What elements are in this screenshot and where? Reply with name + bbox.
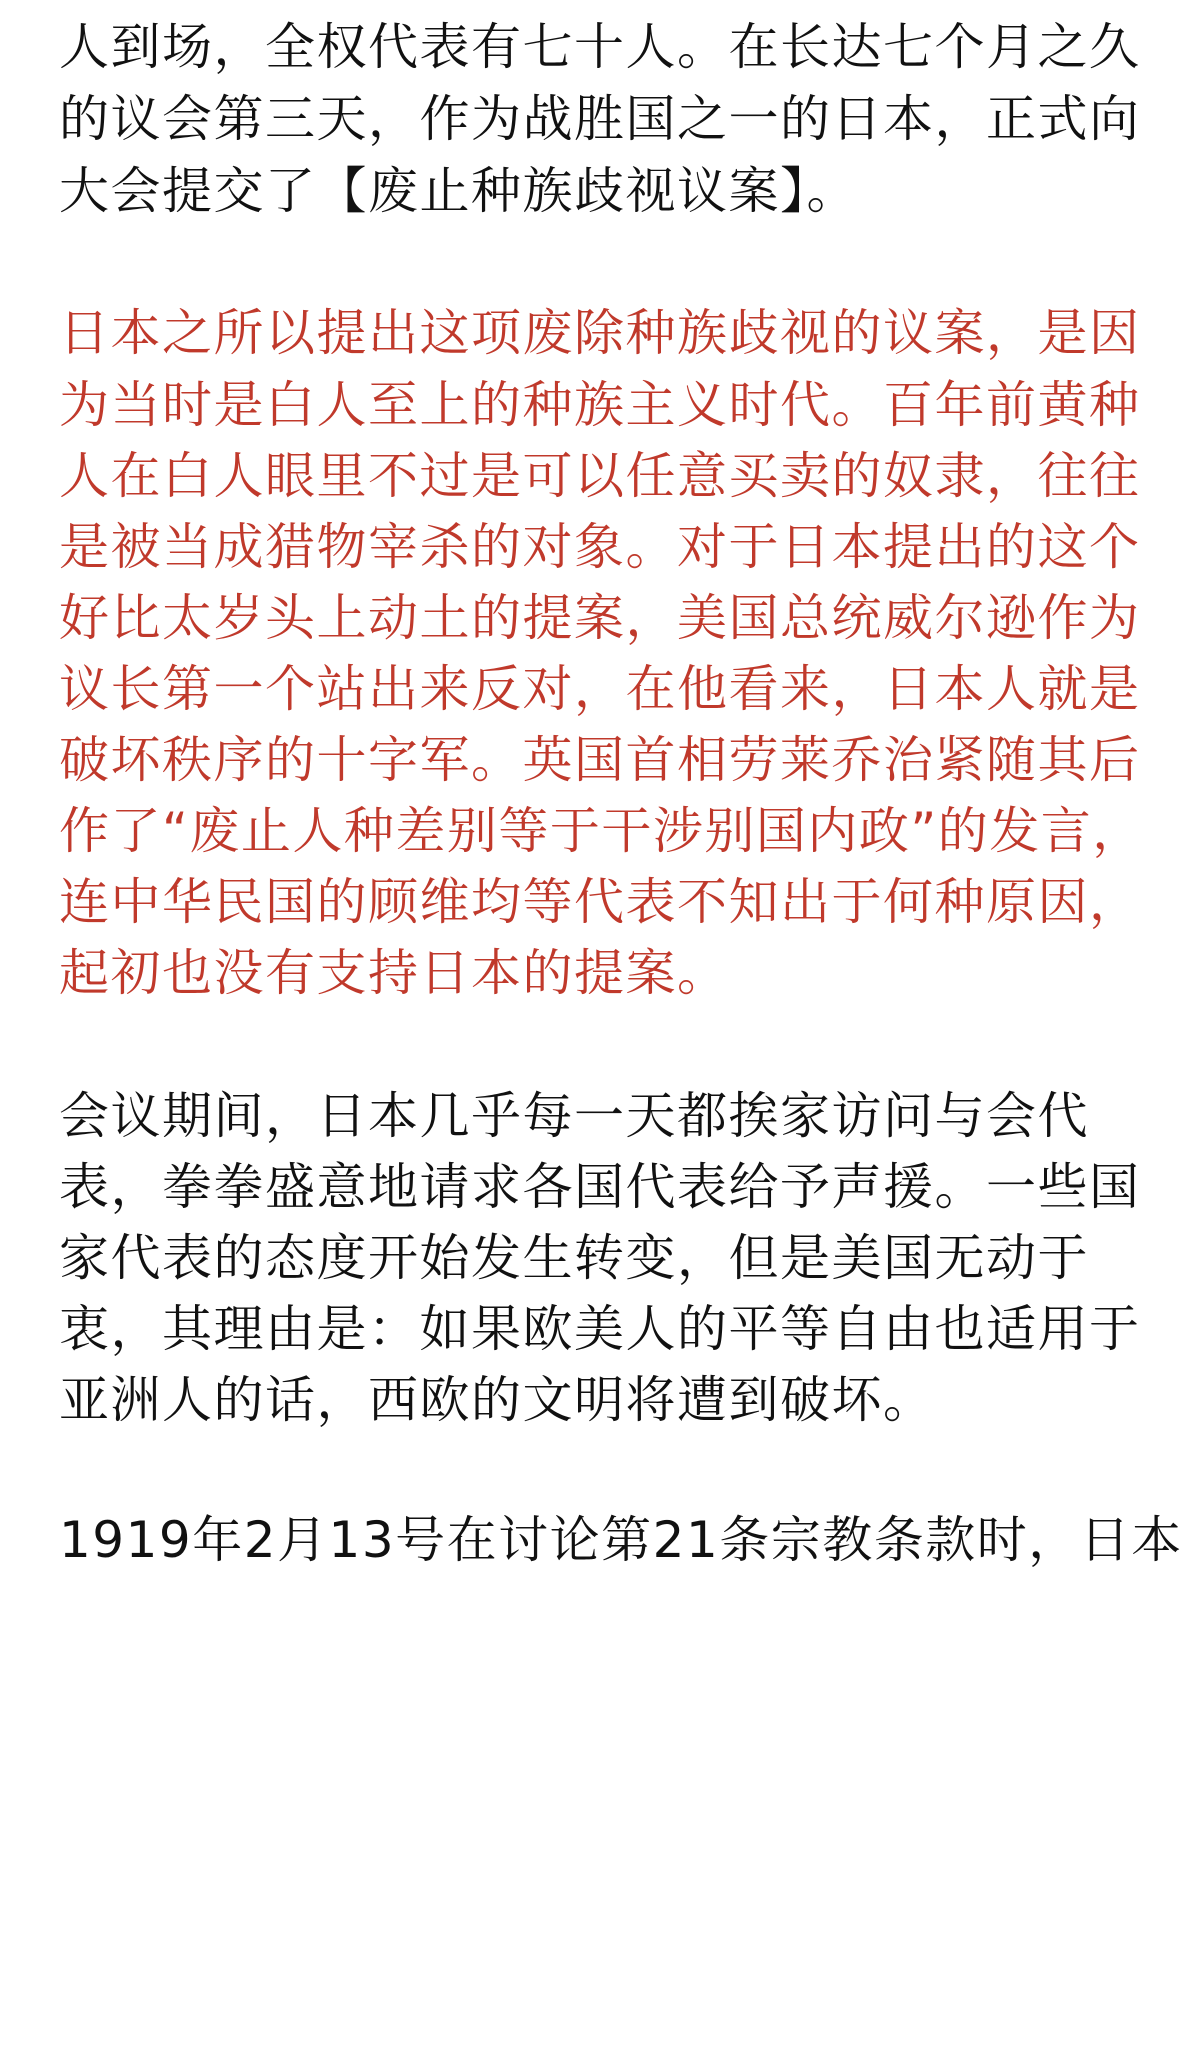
text-line: 会议期间，日本几乎每一天都挨家访问与会代: [59, 1087, 1089, 1145]
text-line: 衷，其理由是：如果欧美人的平等自由也适用于: [59, 1300, 1141, 1358]
text-line: 为当时是白人至上的种族主义时代。百年前黄种: [59, 376, 1141, 434]
text-line: 连中华民国的顾维均等代表不知出于何种原因，: [59, 873, 1141, 931]
text-line: 1919年2月13号在讨论第21条宗教条款时，日本: [59, 1511, 1183, 1569]
text-line: 是被当成猎物宰杀的对象。对于日本提出的这个: [59, 518, 1141, 576]
text-line: 人到场，全权代表有七十人。在长达七个月之久: [59, 18, 1141, 76]
text-line: 好比太岁头上动土的提案，美国总统威尔逊作为: [59, 589, 1141, 647]
text-line: 家代表的态度开始发生转变，但是美国无动于: [59, 1229, 1089, 1287]
text-line: 破坏秩序的十字军。英国首相劳莱乔治紧随其后: [59, 731, 1141, 789]
text-line: 人在白人眼里不过是可以任意买卖的奴隶，往往: [59, 447, 1141, 505]
text-line: 议长第一个站出来反对，在他看来，日本人就是: [59, 660, 1141, 718]
text-line: 日本之所以提出这项废除种族歧视的议案，是因: [59, 304, 1141, 362]
text-line: 作了“废止人种差别等于干涉别国内政”的发言，: [59, 802, 1144, 860]
text-line: 表，拳拳盛意地请求各国代表给予声援。一些国: [59, 1158, 1141, 1216]
text-line: 亚洲人的话，西欧的文明将遭到破坏。: [59, 1371, 935, 1429]
text-line: 起初也没有支持日本的提案。: [59, 944, 729, 1002]
text-line: 大会提交了【废止种族歧视议案】。: [59, 162, 858, 220]
text-line: 的议会第三天，作为战胜国之一的日本，正式向: [59, 90, 1141, 148]
